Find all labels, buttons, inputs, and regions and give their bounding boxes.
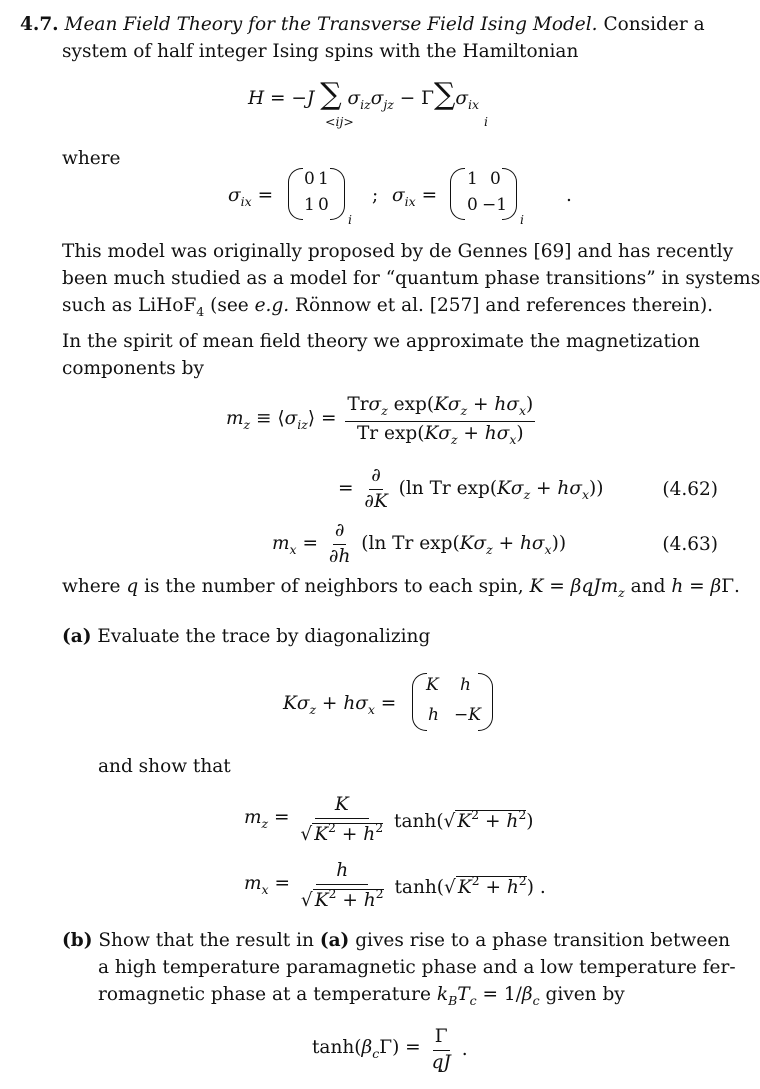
part-a-line [62, 628, 430, 647]
para2-line1: In the spirit of mean field theory we approximate the magnetization [62, 331, 700, 352]
sigma-x-a11: 0 [304, 169, 315, 189]
kh-a11: K [426, 675, 439, 695]
para1-line1: This model was originally proposed by de Gennes [69] and has recently [62, 241, 734, 262]
sigma-z-paren-left [450, 168, 465, 220]
and-show-that: and show that [98, 756, 231, 777]
part-b-line2: a high temperature paramagnetic phase and a low temperature fer- [98, 957, 736, 978]
semicolon: ; [372, 185, 379, 206]
mz-definition: $m_z$ ≡ $⟨\sigma_{iz}⟩$ = $\frac{Tr\sigma_z \exp(K\sigma_z + h\sigma_x)}{Tr \exp(K\sigma_z + h\sigma_x)}$ [226, 394, 534, 447]
mz-result: $m_z$ = $\frac{K}{√ K^2 + h^2}$ tanh(√ $K^2 + h^2$) [244, 794, 534, 845]
sigma-x-paren-right [330, 168, 345, 220]
para2-line2: components by [62, 358, 204, 379]
period-1: . [566, 185, 572, 206]
para1-line3: such as LiHoF$_4$ (see e.g. Rönnow et al. [257] and references therein). [62, 295, 714, 319]
sigma-x-paren-left [288, 168, 303, 220]
sigma-x-a12: 1 [318, 169, 329, 189]
problem-intro-line2: system of half integer Ising spins with the Hamiltonian [62, 41, 579, 62]
eq-462: = $\frac{\partial}{\partial K}$ (ln Tr $\exp(K\sigma_z + h\sigma_x)$) [338, 465, 604, 512]
where-label: where [62, 148, 121, 169]
sigma-z-a22: −1 [482, 195, 508, 215]
sigma-z-label: $\sigma_{ix}$ = [392, 185, 438, 209]
sigma-x-a21: 1 [304, 195, 315, 215]
where-q-line: where q is the number of neighbors to each spin, K = βqJm$_z$ and h = βΓ. [62, 576, 740, 600]
part-b-line1: (b) Show that the result in (a) gives rise to a phase transition between [62, 930, 731, 951]
sigma-z-a12: 0 [490, 169, 501, 189]
part-b-label: (b) [62, 930, 93, 951]
sigma-z-a21: 0 [467, 195, 478, 215]
kh-a22: −K [454, 705, 481, 725]
problem-header [20, 16, 705, 35]
part-a-label: (a) [62, 626, 92, 647]
eq-number-462: (4.62) [662, 479, 718, 500]
kh-a12: h [460, 675, 471, 695]
problem-title: Mean Field Theory for the Transverse Field Ising Model. [64, 14, 598, 35]
sum-index-ij: <ij> [325, 114, 354, 129]
sigma-x-label: $\sigma_{ix}$ = [228, 185, 274, 209]
sigma-z-paren-right [502, 168, 517, 220]
kh-a21: h [428, 705, 439, 725]
kh-paren-right [478, 673, 493, 731]
eq-463: $m_x$ = $\frac{\partial}{\partial h}$ (ln Tr $\exp(K\sigma_z + h\sigma_x)$) [272, 520, 567, 567]
para1-line2: been much studied as a model for “quantum phase transitions” in systems [62, 268, 760, 289]
critical-equation: $\tanh(\beta_c\Gamma)$ = $\frac{\Gamma}{qJ}$ . [312, 1026, 468, 1073]
part-b-line3: romagnetic phase at a temperature $k_BT_c = 1/\beta_c$ given by [98, 984, 625, 1008]
sigma-z-a11: 1 [467, 169, 478, 189]
sigma-z-index: i [520, 212, 524, 227]
eq-number-463: (4.63) [662, 534, 718, 555]
k-h-matrix-lhs: $K\sigma_z + h\sigma_x$ = [283, 693, 397, 717]
part-a-text: Evaluate the trace by diagonalizing [97, 626, 431, 647]
problem-number: 4.7. [20, 14, 59, 35]
mx-result: $m_x$ = $\frac{h}{√ K^2 + h^2}$ tanh(√ $K^2 + h^2$) . [244, 860, 546, 911]
hamiltonian-equation: H = −J ∑ $\sigma_{iz}\sigma_{jz} - \Gamma\sum\sigma_{ix}$ [248, 77, 480, 112]
kh-paren-left [412, 673, 427, 731]
sum-index-i: i [484, 114, 488, 129]
sigma-x-index: i [348, 212, 352, 227]
sigma-x-a22: 0 [318, 195, 329, 215]
problem-intro-rest: Consider a [603, 14, 705, 35]
